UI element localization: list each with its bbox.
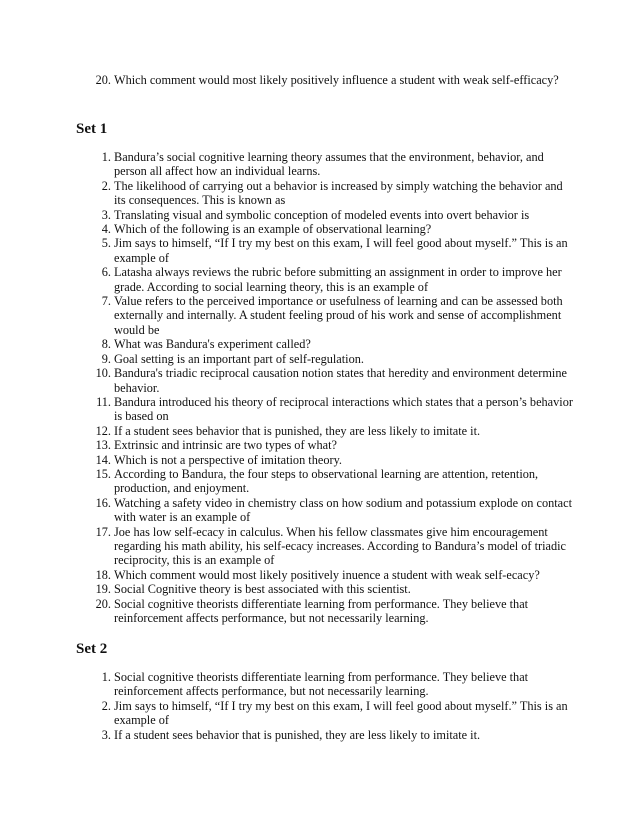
item-text: Bandura introduced his theory of reciprocal interactions which states that a person’s behavior is based on <box>114 394 573 424</box>
list-item <box>76 728 576 742</box>
item-number: 12. <box>95 423 111 438</box>
item-text: Joe has low self-ecacy in calculus. When his fellow classmates give him encouragement regarding his math ability, his self-ecacy increases. According to Bandura’s model of triadic reciprocity, this is an example of <box>114 524 566 568</box>
item-text: Which is not a perspective of imitation theory. <box>114 452 342 467</box>
list-item <box>76 294 576 337</box>
section-heading-set-1: Set 1 <box>76 121 108 137</box>
item-number: 13. <box>95 438 111 453</box>
list-item <box>76 568 576 582</box>
list-item <box>76 496 576 525</box>
item-text: Watching a safety video in chemistry class on how sodium and potassium explode on contact with water is an example of <box>114 495 572 525</box>
item-number: 9. <box>101 351 111 366</box>
item-number: 19. <box>95 582 111 597</box>
list-item <box>76 179 576 208</box>
item-number: 3. <box>101 207 111 222</box>
item-number: 14. <box>95 452 111 467</box>
set-1-question-list <box>76 150 576 625</box>
item-text: According to Bandura, the four steps to observational learning are attention, retention, production, and enjoyment. <box>114 466 539 496</box>
list-item <box>76 424 576 438</box>
item-text: Which comment would most likely positively inuence a student with weak self-ecacy? <box>114 567 540 582</box>
item-number: 5. <box>101 236 111 251</box>
list-item <box>76 395 576 424</box>
item-number: 17. <box>95 524 111 539</box>
list-item <box>76 582 576 596</box>
item-text: Which comment would most likely positively influence a student with weak self-efficacy? <box>114 73 559 87</box>
item-text: Bandura’s social cognitive learning theory assumes that the environment, behavior, and person all affect how an individual learns. <box>114 150 544 179</box>
item-number: 2. <box>101 698 111 713</box>
top-question-list <box>76 73 576 87</box>
top-question-block <box>76 73 576 87</box>
item-text: Latasha always reviews the rubric before submitting an assignment in order to improve her grade. According to social learning theory, this is an example of <box>114 265 562 294</box>
list-item <box>76 236 576 265</box>
item-text: Jim says to himself, “If I try my best on this exam, I will feel good about myself.” This is an example of <box>114 698 568 728</box>
list-item <box>76 222 576 236</box>
item-number: 2. <box>101 178 111 193</box>
item-text: Extrinsic and intrinsic are two types of what? <box>114 438 337 453</box>
list-item <box>76 150 576 179</box>
list-item <box>76 438 576 452</box>
item-text: Jim says to himself, “If I try my best on this exam, I will feel good about myself.” This is an example of <box>114 236 568 265</box>
list-item <box>76 352 576 366</box>
list-item <box>76 597 576 626</box>
item-number: 4. <box>101 222 111 237</box>
item-number: 18. <box>95 567 111 582</box>
item-text: If a student sees behavior that is punished, they are less likely to imitate it. <box>114 727 481 742</box>
list-item <box>76 366 576 395</box>
list-item <box>76 73 576 87</box>
item-number: 1. <box>101 670 111 684</box>
item-text: Goal setting is an important part of self-regulation. <box>114 351 364 366</box>
item-text: Value refers to the perceived importance or usefulness of learning and can be assessed both externally and internally. A student feeling proud of his work and sense of accomplishment would be <box>114 294 563 337</box>
item-text: If a student sees behavior that is punished, they are less likely to imitate it. <box>114 423 481 438</box>
list-item <box>76 670 576 699</box>
set-2-block <box>76 670 576 742</box>
set-2-question-list <box>76 670 576 742</box>
item-number: 7. <box>101 294 111 309</box>
item-number: 15. <box>95 466 111 481</box>
list-item <box>76 208 576 222</box>
item-text: Social cognitive theorists differentiate learning from performance. They believe that reinforcement affects performance, but not necessarily learning. <box>114 596 529 625</box>
item-number: 8. <box>101 337 111 352</box>
list-item <box>76 467 576 496</box>
item-number: 1. <box>101 150 111 164</box>
item-text: The likelihood of carrying out a behavior is increased by simply watching the behavior and its consequences. This is known as <box>114 178 563 208</box>
item-number: 6. <box>101 265 111 280</box>
list-item <box>76 453 576 467</box>
item-text: Bandura's triadic reciprocal causation notion states that heredity and environment determine behavior. <box>114 366 567 395</box>
section-heading-set-2: Set 2 <box>76 641 108 657</box>
item-text: Translating visual and symbolic conception of modeled events into overt behavior is <box>114 207 530 222</box>
list-item <box>76 337 576 351</box>
list-item <box>76 525 576 568</box>
item-number: 20. <box>95 73 111 87</box>
item-number: 3. <box>101 727 111 742</box>
item-text: Social Cognitive theory is best associated with this scientist. <box>114 582 411 597</box>
set-1-block <box>76 150 576 625</box>
item-number: 20. <box>95 596 111 611</box>
item-number: 11. <box>96 394 111 409</box>
item-number: 10. <box>95 366 111 381</box>
item-text: Social cognitive theorists differentiate learning from performance. They believe that reinforcement affects performance, but not necessarily learning. <box>114 670 529 699</box>
list-item <box>76 265 576 294</box>
item-number: 16. <box>95 495 111 510</box>
list-item <box>76 699 576 728</box>
item-text: Which of the following is an example of observational learning? <box>114 222 432 237</box>
item-text: What was Bandura's experiment called? <box>114 337 311 352</box>
